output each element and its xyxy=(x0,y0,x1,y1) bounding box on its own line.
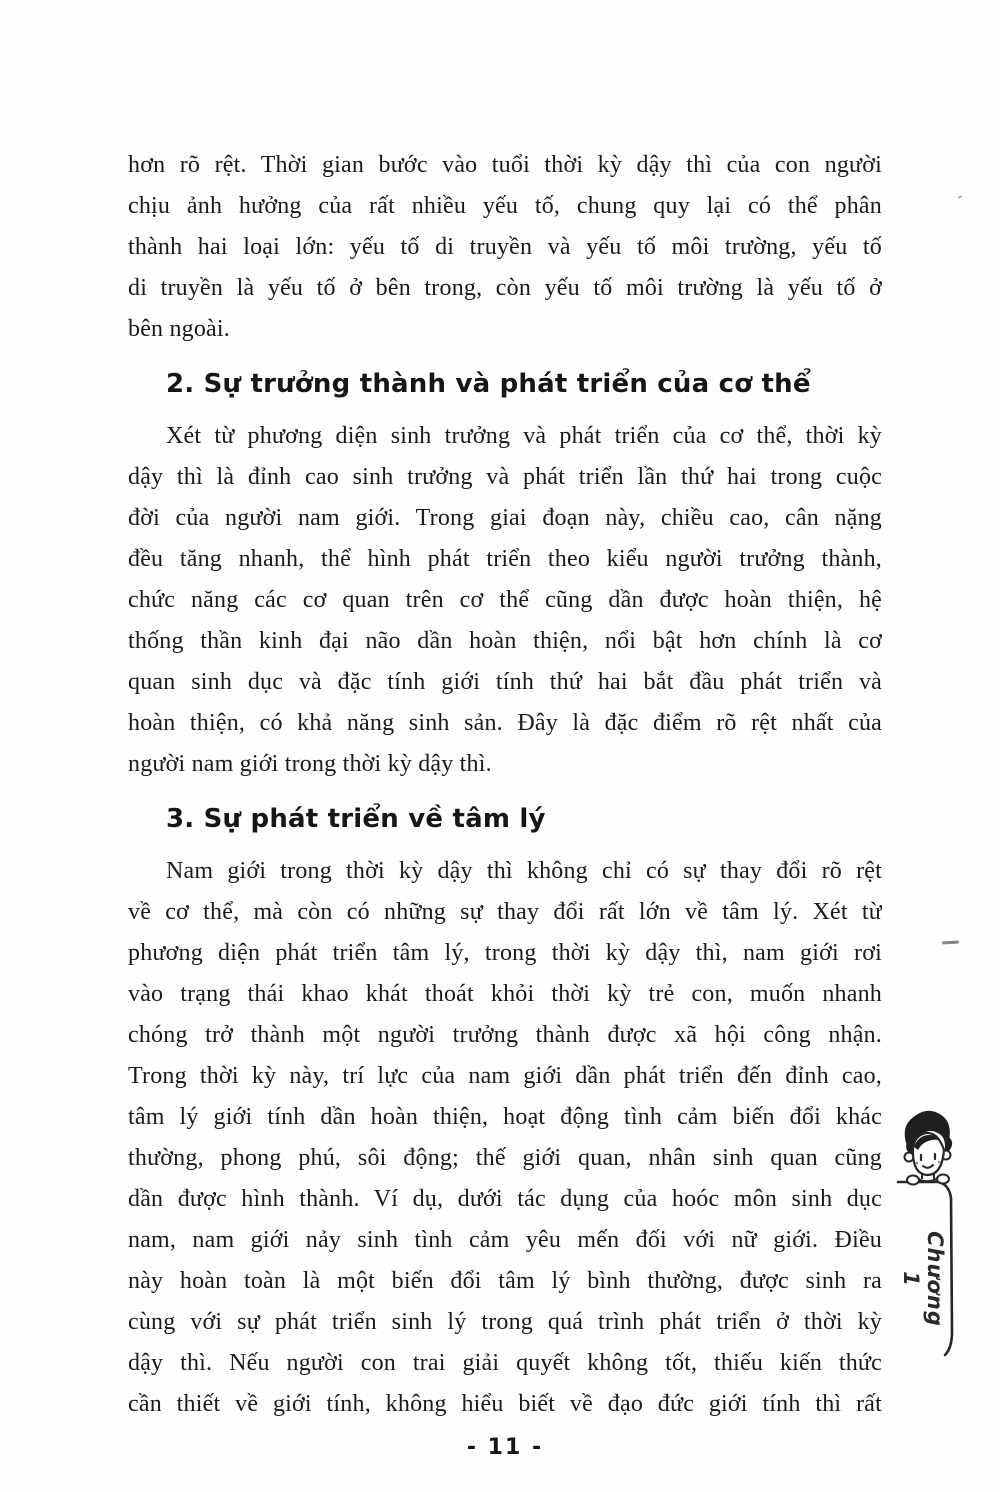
text-line: Xét từ phương diện sinh trưởng và phát triển của cơ thể, thời kỳ xyxy=(166,423,882,449)
text-line: cần thiết về giới tính, không hiểu biết về đạo đức giới tính thì rất xyxy=(128,1391,882,1417)
text-line: vào trạng thái khao khát thoát khỏi thời kỳ trẻ con, muốn nhanh xyxy=(128,981,882,1007)
text-line: dần được hình thành. Ví dụ, dưới tác dụng của hoóc môn sinh dục xyxy=(128,1186,882,1212)
text-line: thường, phong phú, sôi động; thế giới quan, nhân sinh quan cũng xyxy=(128,1145,882,1171)
text-line: hơn rõ rệt. Thời gian bước vào tuổi thời kỳ dậy thì của con người xyxy=(128,152,882,178)
text-line: Trong thời kỳ này, trí lực của nam giới dần phát triển đến đỉnh cao, xyxy=(128,1063,882,1089)
text-line: người nam giới trong thời kỳ dậy thì. xyxy=(128,751,492,777)
text-line: này hoàn toàn là một biến đổi tâm lý bình thường, được sinh ra xyxy=(128,1268,882,1294)
text-line: chịu ảnh hưởng của rất nhiều yếu tố, chung quy lại có thể phân xyxy=(128,193,882,219)
text-line: di truyền là yếu tố ở bên trong, còn yếu tố môi trường là yếu tố ở xyxy=(128,275,882,301)
text-line: hoàn thiện, có khả năng sinh sản. Đây là đặc điểm rõ rệt nhất của xyxy=(128,710,882,736)
paragraph-continuation xyxy=(128,145,882,350)
text-line: tâm lý giới tính dần hoàn thiện, hoạt động tình cảm biến đổi khác xyxy=(128,1104,882,1130)
text-line: chóng trở thành một người trưởng thành được xã hội công nhận. xyxy=(128,1022,882,1048)
text-line: cùng với sự phát triển sinh lý trong quá trình phát triển ở thời kỳ xyxy=(128,1309,882,1335)
text-line: thành hai loại lớn: yếu tố di truyền và yếu tố môi trường, yếu tố xyxy=(128,234,882,260)
text-line: thống thần kinh đại não dần hoàn thiện, nổi bật hơn chính là cơ xyxy=(128,628,882,654)
page-number: - 11 - xyxy=(466,1435,544,1460)
text-line: phương diện phát triển tâm lý, trong thời kỳ dậy thì, nam giới rơi xyxy=(128,940,882,966)
text-line: về cơ thể, mà còn có những sự thay đổi rất lớn về tâm lý. Xét từ xyxy=(128,899,882,925)
text-line: đời của người nam giới. Trong giai đoạn này, chiều cao, cân nặng xyxy=(128,505,882,531)
text-line: dậy thì. Nếu người con trai giải quyết không tốt, thiếu kiến thức xyxy=(128,1350,882,1376)
text-line: nam, nam giới nảy sinh tình cảm yêu mến đối với nữ giới. Điều xyxy=(128,1227,882,1253)
chapter-tab-label: Chương 1 xyxy=(899,1231,947,1327)
text-line: dậy thì là đỉnh cao sinh trưởng và phát triển lần thứ hai trong cuộc xyxy=(128,464,882,490)
paragraph-psychology xyxy=(128,851,882,1425)
section-heading-psychology: 3. Sự phát triển về tâm lý xyxy=(166,804,546,834)
text-line: chức năng các cơ quan trên cơ thể cũng dần được hoàn thiện, hệ xyxy=(128,587,882,613)
text-line: đều tăng nhanh, thể hình phát triển theo kiểu người trưởng thành, xyxy=(128,546,882,572)
text-line: Nam giới trong thời kỳ dậy thì không chỉ có sự thay đổi rõ rệt xyxy=(166,858,882,884)
text-line: bên ngoài. xyxy=(128,316,230,342)
text-line: quan sinh dục và đặc tính giới tính thứ hai bắt đầu phát triển và xyxy=(128,669,882,695)
section-heading-body-growth: 2. Sự trưởng thành và phát triển của cơ thể xyxy=(166,369,811,399)
paragraph-body-growth xyxy=(128,416,882,785)
